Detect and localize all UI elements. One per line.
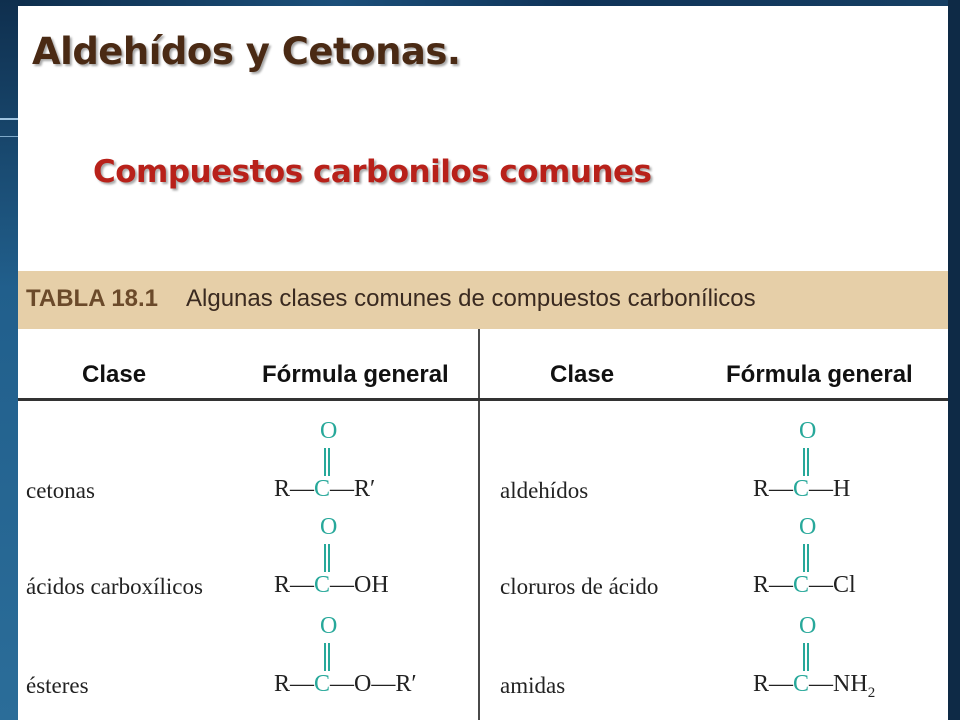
formula-chain: R—C—OH	[274, 572, 389, 598]
double-bond	[803, 544, 809, 572]
double-bond	[324, 643, 330, 671]
formula-esteres	[274, 613, 474, 703]
column-header-class-right: Clase	[550, 361, 615, 388]
background-accent-line	[0, 118, 18, 120]
formula-amidas	[753, 613, 953, 703]
row-class-amidas: amidas	[500, 673, 566, 698]
carbonyl-oxygen: O	[320, 613, 338, 639]
background-left-strip	[0, 0, 18, 720]
table-caption-band	[18, 271, 948, 329]
row-class-aldehidos: aldehídos	[500, 478, 589, 503]
row-class-cloruros-de-acido: cloruros de ácido	[500, 574, 659, 599]
row-class-esteres: ésteres	[26, 673, 89, 698]
row-class-cetonas: cetonas	[26, 478, 95, 503]
double-bond	[324, 544, 330, 572]
slide-subtitle: Compuestos carbonilos comunes	[93, 154, 652, 190]
formula-chain: R—C—Cl	[753, 572, 856, 598]
carbonyl-oxygen: O	[799, 418, 817, 444]
table-header-rule	[18, 398, 948, 401]
formula-chain: R—C—R′	[274, 476, 376, 502]
column-header-formula-right: Fórmula general	[726, 361, 913, 388]
carbonyl-oxygen: O	[320, 418, 338, 444]
background-right-strip	[948, 0, 960, 720]
slide-title: Aldehídos y Cetonas.	[32, 30, 461, 73]
table-label: TABLA 18.1	[26, 285, 159, 312]
table-caption: Algunas clases comunes de compuestos carbonílicos	[186, 285, 756, 312]
carbonyl-oxygen: O	[320, 514, 338, 540]
carbonyl-oxygen: O	[799, 613, 817, 639]
formula-aldehidos	[753, 418, 953, 508]
formula-chain: R—C—H	[753, 476, 851, 502]
formula-chain: R—C—O—R′	[274, 671, 417, 697]
formula-chain: $R—C—NH_2$	[753, 671, 876, 701]
formula-cetonas	[274, 418, 474, 508]
double-bond	[324, 448, 330, 476]
double-bond	[803, 448, 809, 476]
table-column-divider	[478, 329, 480, 720]
double-bond	[803, 643, 809, 671]
column-header-class-left: Clase	[82, 361, 147, 388]
row-class-acidos-carboxilicos: ácidos carboxílicos	[26, 574, 203, 599]
slide-canvas	[18, 6, 948, 720]
formula-acidos-carboxilicos	[274, 514, 474, 604]
formula-cloruros-de-acido	[753, 514, 953, 604]
column-header-formula-left: Fórmula general	[262, 361, 449, 388]
background-accent-line-2	[0, 136, 18, 137]
carbonyl-oxygen: O	[799, 514, 817, 540]
